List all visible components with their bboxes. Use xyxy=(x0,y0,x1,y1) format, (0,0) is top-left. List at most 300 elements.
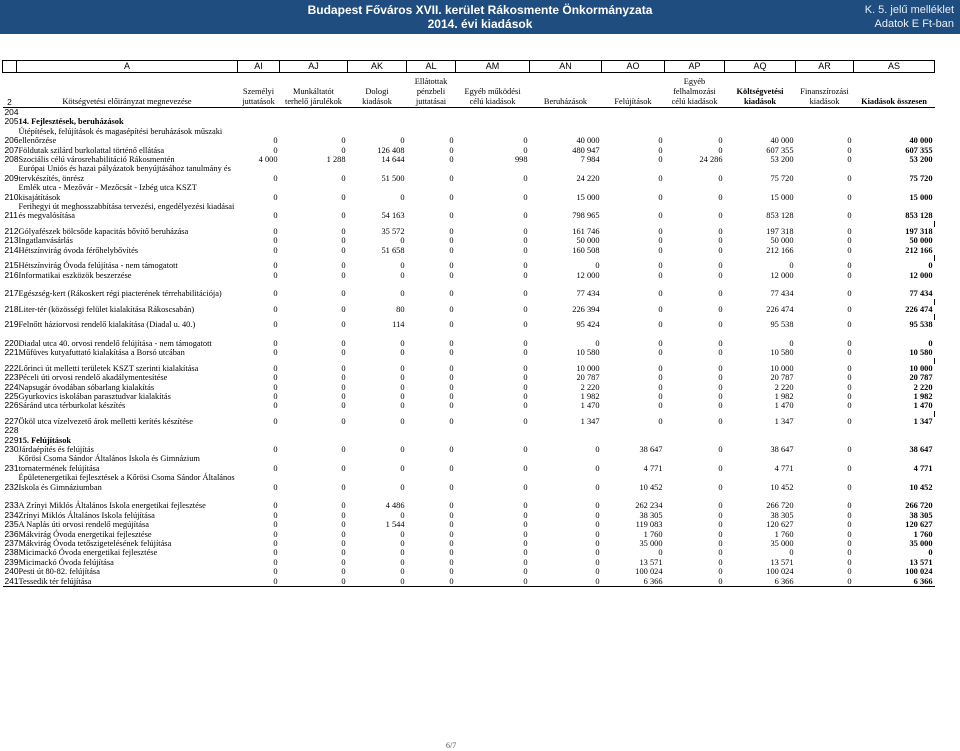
value-cell: 77 434 xyxy=(576,289,600,299)
value-cell: 0 xyxy=(341,348,346,358)
value-cell: 0 xyxy=(718,363,723,373)
value-cell xyxy=(665,108,725,118)
row-number: 234 xyxy=(4,509,19,520)
table-row xyxy=(3,373,935,382)
value-cell: 0 xyxy=(348,577,407,587)
total-cell: 95 538 xyxy=(909,320,933,330)
value-cell: 0 xyxy=(449,136,454,146)
row-label: Informatikai eszközök beszerzése xyxy=(18,270,132,280)
value-cell: 0 xyxy=(273,289,278,299)
value-cell: 0 xyxy=(449,539,454,549)
value-cell: 798 965 xyxy=(572,211,600,221)
value-cell: 0 xyxy=(400,289,405,299)
row-label: Pesti út 80-82. felújítása xyxy=(18,567,100,577)
table-row xyxy=(3,261,935,270)
row-number: 214 xyxy=(4,244,19,255)
row-label: Ferihegyi út meghosszabbítása tervezési, engedélyezési kiadásai és megvalósítása xyxy=(18,202,235,221)
value-cell: 0 xyxy=(341,416,346,426)
table-row xyxy=(3,348,935,357)
value-cell: 0 xyxy=(273,226,278,236)
value-cell: 10 580 xyxy=(770,348,794,358)
value-cell: 0 xyxy=(523,382,528,392)
value-cell: 0 xyxy=(523,567,528,577)
total-cell: 75 720 xyxy=(909,173,933,183)
value-cell: 0 xyxy=(449,145,454,155)
row-number: 2 xyxy=(3,73,17,108)
table-row xyxy=(3,577,935,587)
value-cell: 0 xyxy=(718,539,723,549)
row-label: Emlék utca - Mezővár - Mezőcsát - Izbég utca KSZT kisajátítások xyxy=(18,183,197,202)
total-cell: 40 000 xyxy=(909,136,933,146)
total-cell: 226 474 xyxy=(905,304,933,314)
value-cell: 0 xyxy=(341,548,346,558)
value-cell xyxy=(407,426,456,435)
value-cell: 0 xyxy=(658,548,663,558)
value-cell: 120 627 xyxy=(766,520,794,530)
value-cell: 0 xyxy=(273,520,278,530)
value-cell: 7 984 xyxy=(580,155,600,165)
value-cell: 0 xyxy=(523,348,528,358)
row-label: Mákvirág Óvoda tetőszigetelésének felújítása xyxy=(18,539,172,549)
total-cell: 1 982 xyxy=(913,391,933,401)
value-cell: 0 xyxy=(847,320,852,330)
value-cell: 0 xyxy=(341,382,346,392)
value-cell: 12 000 xyxy=(770,270,794,280)
total-cell xyxy=(854,426,935,435)
value-cell: 0 xyxy=(273,382,278,392)
value-cell xyxy=(456,436,530,445)
value-cell xyxy=(602,426,665,435)
value-cell: 75 720 xyxy=(770,173,794,183)
value-cell: 80 xyxy=(396,304,405,314)
value-cell: 0 xyxy=(273,548,278,558)
total-cell: 38 647 xyxy=(909,444,933,454)
value-cell: 0 xyxy=(449,155,454,165)
value-cell: 0 xyxy=(847,510,852,520)
row-label: Micimackó Óvoda felújítása xyxy=(18,557,114,567)
value-cell: 0 xyxy=(341,192,346,202)
value-cell: 0 xyxy=(847,304,852,314)
value-cell: 0 xyxy=(341,289,346,299)
value-cell: 0 xyxy=(595,539,600,549)
value-cell: 0 xyxy=(658,363,663,373)
total-cell: 266 720 xyxy=(905,501,933,511)
value-cell: 0 xyxy=(595,529,600,539)
value-cell xyxy=(280,436,348,445)
value-cell: 0 xyxy=(789,338,794,348)
value-cell: 0 xyxy=(523,304,528,314)
table-row xyxy=(3,155,935,164)
value-cell xyxy=(796,117,854,126)
value-cell: 0 xyxy=(449,529,454,539)
column-header: Munkáltatót terhelő járulékok xyxy=(280,73,348,108)
row-number: 238 xyxy=(4,547,19,558)
value-cell xyxy=(665,426,725,435)
value-cell: 0 xyxy=(449,520,454,530)
value-cell: 0 xyxy=(273,373,278,383)
value-cell: 0 xyxy=(273,501,278,511)
value-cell: 0 xyxy=(523,236,528,246)
value-cell: 1 470 xyxy=(774,401,794,411)
row-number: 222 xyxy=(4,362,19,373)
row-number: 216 xyxy=(4,269,19,280)
value-cell xyxy=(796,426,854,435)
total-cell: 12 000 xyxy=(909,270,933,280)
row-number: 237 xyxy=(4,538,19,549)
value-cell: 0 xyxy=(449,557,454,567)
total-cell: 1 347 xyxy=(913,416,933,426)
value-cell: 0 xyxy=(400,510,405,520)
value-cell: 0 xyxy=(847,338,852,348)
row-number: 230 xyxy=(4,443,19,454)
value-cell: 40 000 xyxy=(770,136,794,146)
value-cell: 160 508 xyxy=(572,245,600,255)
value-cell: 77 434 xyxy=(770,289,794,299)
row-label: Szociális célú városrehabilitáció Rákosmentén xyxy=(18,155,175,165)
row-number: 215 xyxy=(4,260,19,271)
value-cell: 0 xyxy=(273,236,278,246)
value-cell: 0 xyxy=(449,548,454,558)
column-letter: AS xyxy=(854,61,935,73)
total-cell: 1 470 xyxy=(913,401,933,411)
row-label: Egészség-kert (Rákoskert régi piacterének térrehabilitációja) xyxy=(18,289,222,299)
value-cell: 0 xyxy=(523,338,528,348)
value-cell: 13 571 xyxy=(770,557,794,567)
row-label: Hétszínvirág óvoda férőhelybővítés xyxy=(18,245,139,255)
row-label: A Naplás úti orvosi rendelő megújítása xyxy=(18,520,149,530)
column-letter: AL xyxy=(407,61,456,73)
column-letter-row xyxy=(3,61,935,73)
value-cell: 0 xyxy=(718,236,723,246)
value-cell: 0 xyxy=(523,529,528,539)
value-cell: 0 xyxy=(449,320,454,330)
row-number: 220 xyxy=(4,337,19,348)
value-cell: 10 452 xyxy=(770,482,794,492)
value-cell: 0 xyxy=(341,270,346,280)
value-cell: 50 000 xyxy=(576,236,600,246)
row-number: 239 xyxy=(4,556,19,567)
value-cell xyxy=(725,426,796,435)
table-row xyxy=(3,246,935,255)
value-cell: 0 xyxy=(658,382,663,392)
value-cell: 0 xyxy=(273,567,278,577)
value-cell: 13 571 xyxy=(639,557,663,567)
value-cell: 0 xyxy=(847,529,852,539)
value-cell: 24 220 xyxy=(576,173,600,183)
row-label: Földutak szilárd burkolattal történő ellátása xyxy=(18,145,165,155)
value-cell: 0 xyxy=(658,270,663,280)
row-label: Napsugár óvodában sóbarlang kialakítás xyxy=(18,382,155,392)
row-label: Diadal utca 40. orvosi rendelő felújítása - nem támogatott xyxy=(18,338,212,348)
row-number: 207 xyxy=(4,144,19,155)
value-cell: 0 xyxy=(449,226,454,236)
unit-label: Adatok E Ft-ban xyxy=(874,18,954,30)
value-cell: 0 xyxy=(847,567,852,577)
value-cell: 0 xyxy=(341,136,346,146)
value-cell: 1 347 xyxy=(580,416,600,426)
table-row xyxy=(3,401,935,410)
value-cell: 1 544 xyxy=(385,520,405,530)
value-cell: 197 318 xyxy=(766,226,794,236)
value-cell: 0 xyxy=(341,304,346,314)
value-cell: 95 424 xyxy=(576,320,600,330)
row-number: 233 xyxy=(4,500,19,511)
value-cell: 0 xyxy=(273,338,278,348)
value-cell: 0 xyxy=(718,145,723,155)
value-cell: 0 xyxy=(341,391,346,401)
table-row xyxy=(3,383,935,392)
value-cell: 0 xyxy=(523,373,528,383)
table-row xyxy=(3,146,935,155)
value-cell: 0 xyxy=(523,463,528,473)
row-label: Sáránd utca térburkolat készítés xyxy=(18,401,126,411)
table-row xyxy=(3,567,935,576)
value-cell xyxy=(602,117,665,126)
value-cell: 126 408 xyxy=(377,145,405,155)
value-cell: 0 xyxy=(718,226,723,236)
row-number: 232 xyxy=(4,481,19,492)
value-cell: 0 xyxy=(847,520,852,530)
value-cell xyxy=(280,108,348,118)
value-cell: 0 xyxy=(796,577,854,587)
total-cell: 607 355 xyxy=(905,145,933,155)
table-row xyxy=(3,417,935,426)
value-cell xyxy=(725,117,796,126)
value-cell: 0 xyxy=(523,557,528,567)
value-cell: 0 xyxy=(449,245,454,255)
value-cell: 0 xyxy=(273,245,278,255)
value-cell: 0 xyxy=(595,444,600,454)
value-cell: 38 647 xyxy=(770,444,794,454)
row-label: Kőrösi Csoma Sándor Általános Iskola és Gimnázium tornatermének felújítása xyxy=(18,454,200,473)
value-cell: 0 xyxy=(273,145,278,155)
value-cell: 0 xyxy=(400,529,405,539)
value-cell xyxy=(407,108,456,118)
value-cell: 0 xyxy=(665,577,725,587)
value-cell: 0 xyxy=(400,391,405,401)
value-cell: 0 xyxy=(400,136,405,146)
value-cell: 0 xyxy=(341,145,346,155)
row-number: 208 xyxy=(4,154,19,165)
column-header: Egyéb működési célú kiadások xyxy=(456,73,530,108)
value-cell: 0 xyxy=(341,373,346,383)
value-cell: 0 xyxy=(523,444,528,454)
value-cell: 1 347 xyxy=(774,416,794,426)
value-cell: 0 xyxy=(847,444,852,454)
value-cell: 0 xyxy=(847,226,852,236)
value-cell: 0 xyxy=(523,401,528,411)
row-label: Gólyafészek bölcsőde kapacitás bővítő beruházása xyxy=(18,226,189,236)
total-cell: 38 305 xyxy=(909,510,933,520)
value-cell: 0 xyxy=(280,577,348,587)
column-letter: AR xyxy=(796,61,854,73)
row-number: 227 xyxy=(4,415,19,426)
title-line-1: Budapest Főváros XVII. kerület Rákosmente Önkormányzata xyxy=(307,3,653,17)
value-cell: 0 xyxy=(449,338,454,348)
value-cell: 0 xyxy=(341,226,346,236)
value-cell: 226 474 xyxy=(766,304,794,314)
row-label xyxy=(17,426,238,435)
value-cell: 0 xyxy=(658,173,663,183)
row-label: Ököl utca vízelvezető árok melletti kerítés készítése xyxy=(18,416,193,426)
value-cell: 54 163 xyxy=(381,211,405,221)
table-row xyxy=(3,164,935,183)
value-cell: 0 xyxy=(400,338,405,348)
value-cell xyxy=(530,108,602,118)
value-cell xyxy=(348,436,407,445)
value-cell: 51 658 xyxy=(381,245,405,255)
annex-info xyxy=(865,3,954,31)
table-row xyxy=(3,548,935,557)
row-number: 205 xyxy=(4,116,19,127)
value-cell: 0 xyxy=(341,236,346,246)
value-cell: 0 xyxy=(718,567,723,577)
value-cell: 266 720 xyxy=(766,501,794,511)
value-cell: 6 366 xyxy=(602,577,665,587)
total-cell: 10 452 xyxy=(909,482,933,492)
value-cell: 226 394 xyxy=(572,304,600,314)
value-cell: 0 xyxy=(273,401,278,411)
value-cell xyxy=(407,436,456,445)
row-number: 224 xyxy=(4,381,19,392)
value-cell: 35 000 xyxy=(639,539,663,549)
value-cell: 0 xyxy=(273,482,278,492)
value-cell: 0 xyxy=(595,482,600,492)
total-cell: 53 200 xyxy=(909,155,933,165)
column-letter: AM xyxy=(456,61,530,73)
value-cell: 0 xyxy=(718,245,723,255)
row-label: Péceli úti orvosi rendelő akadálymentesítése xyxy=(18,373,168,383)
value-cell: 0 xyxy=(523,226,528,236)
column-header: Beruházások xyxy=(530,73,602,108)
value-cell: 0 xyxy=(658,155,663,165)
row-number: 221 xyxy=(4,347,19,358)
row-number: 204 xyxy=(4,107,19,117)
value-cell: 0 xyxy=(449,211,454,221)
value-cell: 0 xyxy=(341,482,346,492)
total-cell: 853 128 xyxy=(905,211,933,221)
value-cell: 0 xyxy=(847,401,852,411)
value-cell: 0 xyxy=(449,192,454,202)
value-cell: 0 xyxy=(273,416,278,426)
table-row xyxy=(3,426,935,435)
table-row xyxy=(3,392,935,401)
row-label: Gyurkovics iskolában parasztudvar kialakítás xyxy=(18,391,171,401)
value-cell: 0 xyxy=(449,416,454,426)
total-cell: 100 024 xyxy=(905,567,933,577)
value-cell: 14 644 xyxy=(381,155,405,165)
value-cell xyxy=(456,117,530,126)
value-cell: 0 xyxy=(273,539,278,549)
total-cell: 10 580 xyxy=(909,348,933,358)
row-label: Műfüves kutyafuttató kialakítása a Borsó utcában xyxy=(18,348,185,358)
table-row xyxy=(3,330,935,349)
title-line-2: 2014. évi kiadások xyxy=(427,17,533,31)
value-cell: 1 470 xyxy=(580,401,600,411)
page-number: 6/7 xyxy=(446,741,457,750)
value-cell: 0 xyxy=(400,261,405,271)
value-cell: 0 xyxy=(718,529,723,539)
value-cell: 0 xyxy=(341,557,346,567)
column-letter: AP xyxy=(665,61,725,73)
value-cell: 0 xyxy=(449,289,454,299)
value-cell: 0 xyxy=(847,236,852,246)
column-letter: AK xyxy=(348,61,407,73)
value-cell: 0 xyxy=(449,444,454,454)
value-cell: 0 xyxy=(658,348,663,358)
value-cell: 0 xyxy=(718,444,723,454)
value-cell: 0 xyxy=(847,363,852,373)
value-cell: 0 xyxy=(341,245,346,255)
total-cell: 10 000 xyxy=(909,363,933,373)
value-cell: 0 xyxy=(273,444,278,454)
value-cell: 0 xyxy=(847,539,852,549)
annex-label: K. 5. jelű melléklet xyxy=(864,4,954,16)
value-cell: 0 xyxy=(449,173,454,183)
value-cell: 0 xyxy=(407,577,456,587)
value-cell: 15 000 xyxy=(576,192,600,202)
value-cell: 0 xyxy=(718,463,723,473)
value-cell: 15 000 xyxy=(770,192,794,202)
column-header: Kötségvetési előirányzat megnevezése xyxy=(17,73,238,108)
column-letter: AO xyxy=(602,61,665,73)
row-number: 211 xyxy=(4,210,18,221)
value-cell: 1 288 xyxy=(326,155,346,165)
value-cell xyxy=(530,117,602,126)
value-cell: 0 xyxy=(847,501,852,511)
table-row xyxy=(3,364,935,373)
value-cell xyxy=(602,436,665,445)
value-cell: 0 xyxy=(523,270,528,280)
total-cell: 1 760 xyxy=(913,529,933,539)
value-cell: 0 xyxy=(658,401,663,411)
value-cell: 0 xyxy=(273,463,278,473)
table-row xyxy=(3,202,935,221)
row-number: 223 xyxy=(4,372,19,383)
value-cell: 0 xyxy=(456,577,530,587)
value-cell: 0 xyxy=(658,145,663,155)
total-cell: 77 434 xyxy=(909,289,933,299)
value-cell: 0 xyxy=(658,304,663,314)
value-cell: 0 xyxy=(595,548,600,558)
column-header: Költségvetési kiadások xyxy=(725,73,796,108)
value-cell: 0 xyxy=(718,338,723,348)
value-cell: 0 xyxy=(595,463,600,473)
column-letter: AQ xyxy=(725,61,796,73)
row-label: Tessedik tér felújítása xyxy=(17,577,238,587)
value-cell: 0 xyxy=(718,136,723,146)
value-cell: 0 xyxy=(718,401,723,411)
value-cell: 0 xyxy=(658,211,663,221)
value-cell: 0 xyxy=(400,192,405,202)
value-cell: 0 xyxy=(847,391,852,401)
total-cell: 35 000 xyxy=(909,539,933,549)
value-cell: 38 647 xyxy=(639,444,663,454)
row-number: 225 xyxy=(4,390,19,401)
column-header: Finanszírozási kiadások xyxy=(796,73,854,108)
row-number: 219 xyxy=(4,319,19,330)
row-label: Útépítések, felújítások és magasépítési beruházások műszaki ellenőrzése xyxy=(18,126,223,146)
value-cell: 10 000 xyxy=(576,363,600,373)
value-cell: 0 xyxy=(658,192,663,202)
value-cell: 0 xyxy=(718,270,723,280)
row-label: Épületenergetikai fejlesztések a Kőrösi Csoma Sándor Általános Iskola és Gimnáziumban xyxy=(18,473,235,492)
row-label: A Zrínyi Miklós Általános Iskola energetikai fejlesztése xyxy=(18,501,206,511)
value-cell: 0 xyxy=(400,416,405,426)
value-cell: 0 xyxy=(273,529,278,539)
value-cell: 20 787 xyxy=(576,373,600,383)
value-cell: 0 xyxy=(400,348,405,358)
